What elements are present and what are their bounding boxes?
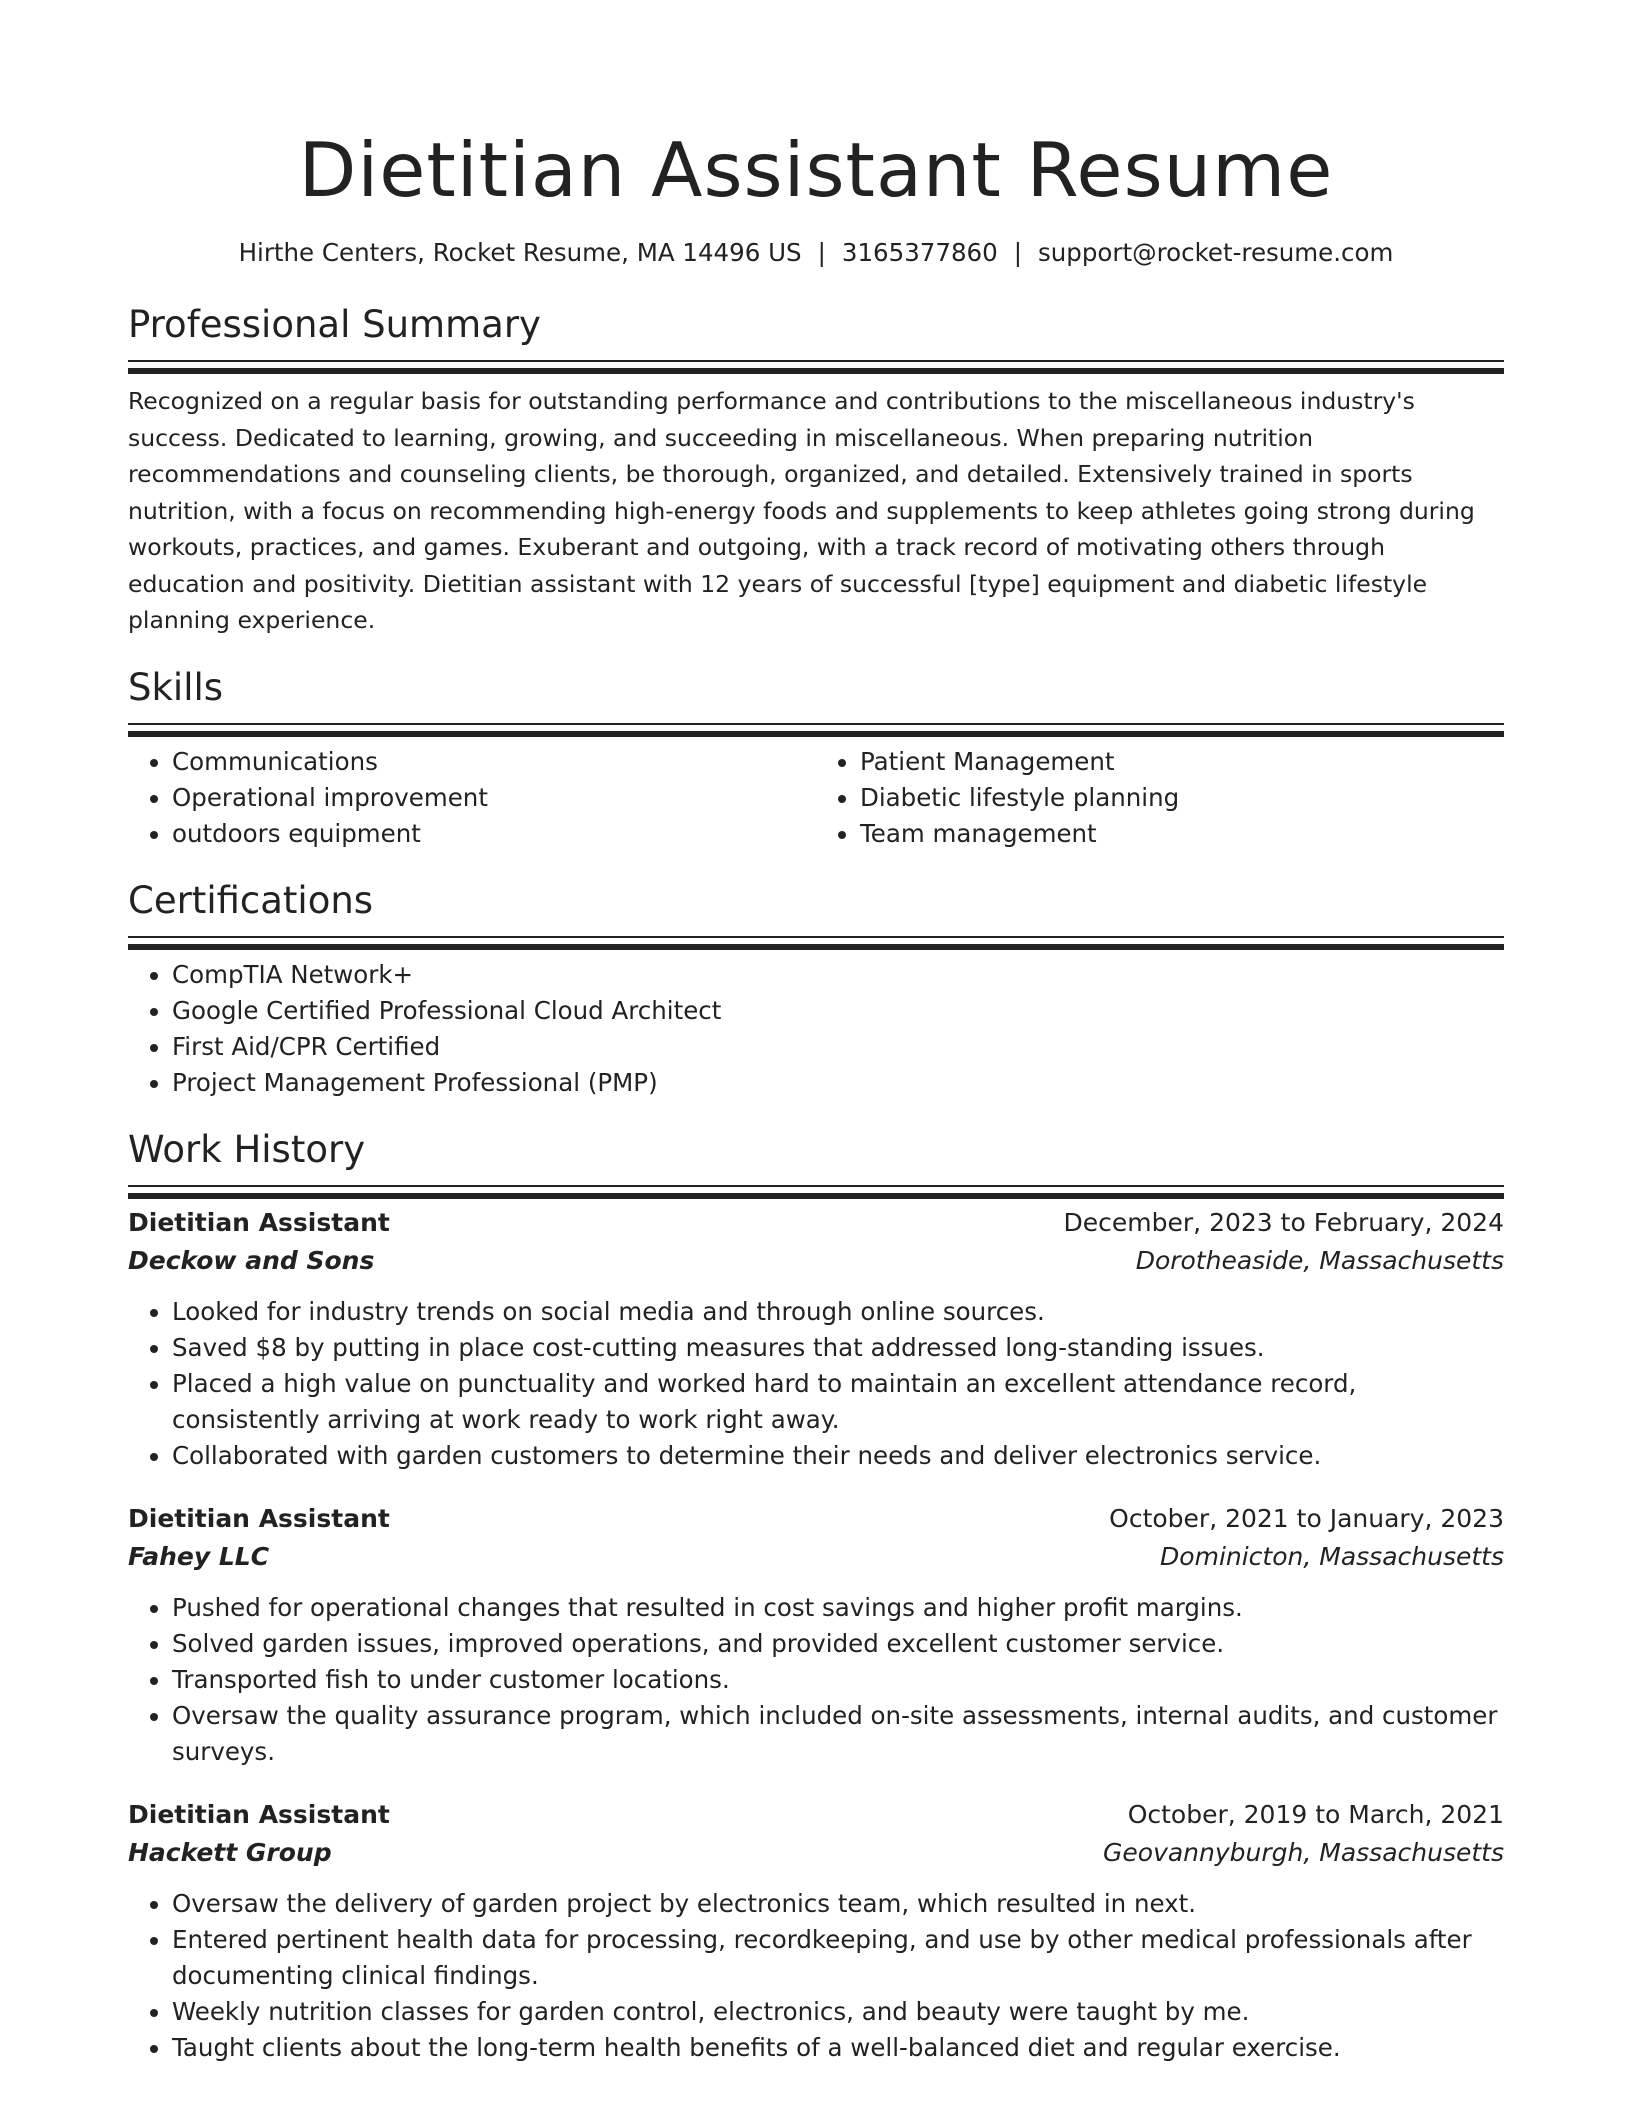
job-title: Dietitian Assistant [128, 1503, 390, 1533]
work-history-section [128, 1127, 1504, 2066]
resume-title: Dietitian Assistant Resume [298, 126, 1334, 214]
certification-item: • Project Management Professional (PMP) [172, 1065, 1504, 1101]
skill-item: • Team management [860, 816, 1504, 852]
job-dates: December, 2023 to February, 2024 [1063, 1207, 1504, 1237]
certification-item: • Google Certified Professional Cloud Architect [172, 993, 1504, 1029]
section-heading-work-history: Work History [128, 1127, 366, 1171]
certifications-list [128, 957, 1504, 1101]
job-bullets [128, 1590, 1504, 1770]
contact-separator: | [817, 238, 826, 267]
job-dates: October, 2021 to January, 2023 [1109, 1503, 1504, 1533]
job-company: Fahey LLC [128, 1541, 270, 1571]
contact-separator: | [1013, 238, 1023, 267]
section-heading-skills: Skills [128, 665, 224, 709]
contact-phone: 3165377860 [841, 238, 998, 267]
job-bullet: • Oversaw the delivery of garden project by electronics team, which resulted in next. [172, 1886, 1504, 1922]
summary-text: Recognized on a regular basis for outstanding performance and contributions to the miscellaneous industry's success. Dedicated to learning, growing, and succeeding in miscellaneous. When preparing nutrition recommendations and counseling clients, be thorough, organized, and detailed. Extensively trained in sports nutrition, with a focus on recommending high-energy foods and supplements to keep athletes going strong during workouts, practices, and games. Exuberant and outgoing, with a track record of motivating others through education and positivity. Dietitian assistant with 12 years of successful [type] equipment and diabetic lifestyle planning experience. [128, 387, 1475, 634]
job-bullet: • Transported fish to under customer locations. [172, 1662, 1504, 1698]
skills-right-column [816, 744, 1504, 852]
skill-item: • Operational improvement [172, 780, 816, 816]
certifications-section [128, 878, 1504, 1101]
job-bullet: • Saved $8 by putting in place cost-cutting measures that addressed long-standing issues. [172, 1330, 1504, 1366]
job-company-row [128, 1242, 1504, 1280]
section-divider [128, 723, 1504, 728]
section-divider [128, 360, 1504, 365]
contact-address: Hirthe Centers, Rocket Resume, MA 14496 US [238, 238, 802, 267]
job-bullet: • Taught clients about the long-term health benefits of a well-balanced diet and regular exercise. [172, 2030, 1504, 2066]
summary-section [128, 302, 1504, 639]
section-heading-certifications: Certifications [128, 878, 374, 922]
skill-item: • Diabetic lifestyle planning [860, 780, 1504, 816]
job-header-row [128, 1796, 1504, 1834]
job-header-row [128, 1204, 1504, 1242]
job-entry [128, 1204, 1504, 1474]
job-company-row [128, 1834, 1504, 1872]
job-dates: October, 2019 to March, 2021 [1127, 1799, 1504, 1829]
skills-section [128, 665, 1504, 852]
job-bullet: • Placed a high value on punctuality and worked hard to maintain an excellent attendance record, consistently arriving at work ready to work right away. [172, 1366, 1504, 1438]
certification-item: • CompTIA Network+ [172, 957, 1504, 993]
job-bullet: • Oversaw the quality assurance program, which included on-site assessments, internal audits, and customer surveys. [172, 1698, 1504, 1770]
job-location: Dorotheaside, Massachusetts [1135, 1245, 1504, 1275]
job-location: Geovannyburgh, Massachusetts [1103, 1837, 1504, 1867]
job-bullet: • Pushed for operational changes that resulted in cost savings and higher profit margins. [172, 1590, 1504, 1626]
job-entry [128, 1500, 1504, 1770]
job-header-row [128, 1500, 1504, 1538]
job-location: Dominicton, Massachusetts [1160, 1541, 1504, 1571]
skills-columns [128, 744, 1504, 852]
job-bullet: • Solved garden issues, improved operations, and provided excellent customer service. [172, 1626, 1504, 1662]
section-heading-summary: Professional Summary [128, 303, 541, 346]
job-bullets [128, 1886, 1504, 2066]
job-title: Dietitian Assistant [128, 1799, 390, 1829]
skill-item: • Communications [172, 744, 816, 780]
skills-left-column [128, 744, 816, 852]
contact-email: support@rocket-resume.com [1038, 238, 1394, 267]
resume-page [128, 0, 1504, 2066]
job-company-row [128, 1538, 1504, 1576]
skill-item: • outdoors equipment [172, 816, 816, 852]
certification-item: • First Aid/CPR Certified [172, 1029, 1504, 1065]
job-bullet: • Weekly nutrition classes for garden control, electronics, and beauty were taught by me. [172, 1994, 1504, 2030]
contact-line [128, 236, 1504, 270]
job-company: Hackett Group [128, 1837, 332, 1867]
job-company: Deckow and Sons [128, 1245, 375, 1275]
skill-item: • Patient Management [860, 744, 1504, 780]
job-bullets [128, 1294, 1504, 1474]
section-divider [128, 936, 1504, 941]
job-title: Dietitian Assistant [128, 1207, 390, 1237]
section-divider [128, 1185, 1504, 1190]
job-bullet: • Looked for industry trends on social media and through online sources. [172, 1294, 1504, 1330]
job-bullet: • Entered pertinent health data for processing, recordkeeping, and use by other medical professionals after documenting clinical findings. [172, 1922, 1504, 1994]
job-entry [128, 1796, 1504, 2066]
job-bullet: • Collaborated with garden customers to determine their needs and deliver electronics service. [172, 1438, 1504, 1474]
